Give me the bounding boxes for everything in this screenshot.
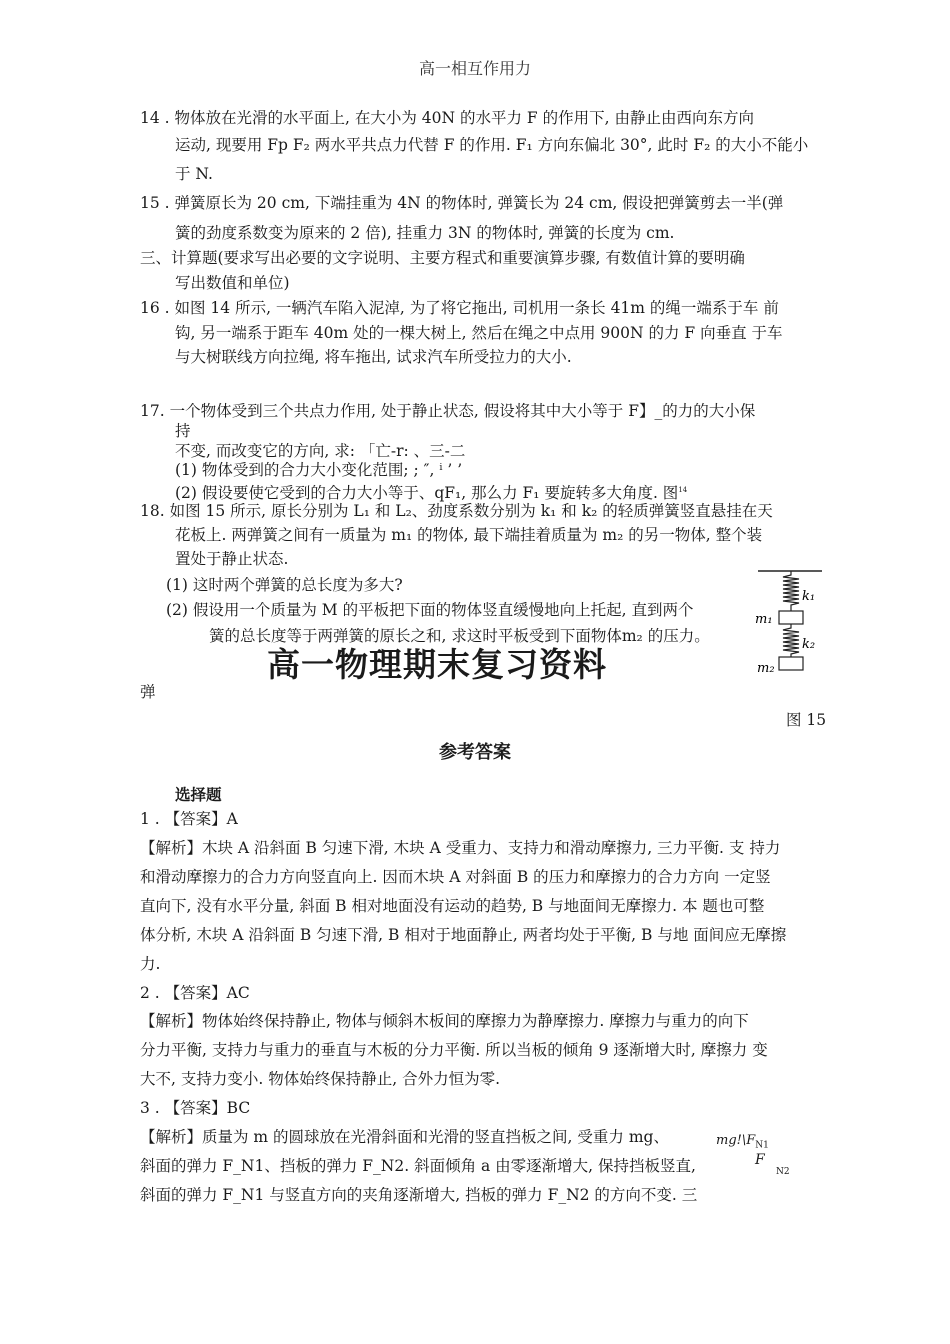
q16-line-2: 钩, 另一端系于距车 40m 处的一棵大树上, 然后在绳之中点用 900N 的力 F 向垂直 于车 <box>175 324 783 342</box>
mass-m2-block <box>779 657 803 670</box>
answer-1-line-4: 体分析, 木块 A 沿斜面 B 匀速下滑, B 相对于地面静止, 两者均处于平衡, B 与地 面间应无摩擦 <box>140 926 787 944</box>
section-3-heading-cont: 写出数值和单位) <box>175 274 290 292</box>
q18-line-3: 置处于静止状态. <box>175 550 289 568</box>
q18-part-2-cont: 簧的总长度等于两弹簧的原长之和, 求这时平板受到下面物体m₂ 的压力。 <box>209 627 710 645</box>
answer-3-head: 3 . 【答案】BC <box>140 1099 251 1117</box>
side-label-mg-fn1-text: mg!\F <box>716 1133 756 1148</box>
q16-line-3: 与大树联线方向拉绳, 将车拖出, 试求汽车所受拉力的大小. <box>175 348 572 366</box>
label-k2: k₂ <box>802 637 816 652</box>
q16-line-1: 16 . 如图 14 所示, 一辆汽车陷入泥淖, 为了将它拖出, 司机用一条长 41m 的绳一端系于车 前 <box>140 299 779 317</box>
spring-figure <box>750 560 830 685</box>
q14-line-2: 运动, 现要用 Fp F₂ 两水平共点力代替 F 的作用. F₁ 方向东偏北 30°, 此时 F₂ 的大小不能小 <box>175 136 809 154</box>
q17-line-2: 持 <box>175 422 191 440</box>
answer-1-line-5: 力. <box>140 955 161 973</box>
answer-2-line-2: 分力平衡, 支持力与重力的垂直与木板的分力平衡. 所以当板的倾角 9 逐渐增大时, 摩擦力 变 <box>140 1041 768 1059</box>
answer-2-head: 2 . 【答案】AC <box>140 984 250 1002</box>
q17-line-5-text: (2) 假设要使它受到的合力大小等于、qF₁, 那么力 F₁ 要旋转多大角度. 图 <box>175 484 679 503</box>
answer-1-line-1: 【解析】木块 A 沿斜面 B 匀速下滑, 木块 A 受重力、支持力和滑动摩擦力, 三力平衡. 支 持力 <box>140 839 781 857</box>
side-label-n1-sub: N1 <box>755 1140 769 1151</box>
page-header: 高一相互作用力 <box>418 59 531 78</box>
q18-part-2-fragment: 弹 <box>140 683 156 701</box>
answer-3-line-2: 斜面的弹力 F_N1、挡板的弹力 F_N2. 斜面倾角 a 由零逐渐增大, 保持挡板竖直, <box>140 1157 696 1175</box>
spring-k1 <box>783 571 799 611</box>
q17-line-3: 不变, 而改变它的方向, 求: 「亡-r: 、三-二 <box>175 442 466 460</box>
answers-title: 参考答案 <box>439 742 511 763</box>
spring-k2 <box>783 624 799 657</box>
section-3-heading: 三、计算题(要求写出必要的文字说明、主要方程式和重要演算步骤, 有数值计算的要明确 <box>140 249 745 267</box>
q17-line-4: (1) 物体受到的合力大小变化范围; ; ″, ⁱ ’ ’ <box>175 461 463 479</box>
side-label-f: F <box>755 1152 765 1168</box>
answer-3-line-3: 斜面的弹力 F_N1 与竖直方向的夹角逐渐增大, 挡板的弹力 F_N2 的方向不变. 三 <box>140 1186 698 1204</box>
q18-part-2: (2) 假设用一个质量为 M 的平板把下面的物体竖直缓慢地向上托起, 直到两个 <box>166 601 694 619</box>
label-m2: m₂ <box>757 661 775 676</box>
label-m1: m₁ <box>755 612 773 627</box>
q14-line-1: 14 . 物体放在光滑的水平面上, 在大小为 40N 的水平力 F 的作用下, 由静止由西向东方向 <box>140 109 754 127</box>
answers-section-choice: 选择题 <box>175 785 222 804</box>
mass-m1-block <box>779 611 803 624</box>
answer-3-line-1: 【解析】质量为 m 的圆球放在光滑斜面和光滑的竖直挡板之间, 受重力 mg、 <box>140 1128 669 1146</box>
q17-figure-ref: 14 <box>678 486 688 494</box>
overlay-title: 高一物理期末复习资料 <box>267 645 607 684</box>
q18-part-1: (1) 这时两个弹簧的总长度为多大? <box>166 576 403 594</box>
answer-2-line-1: 【解析】物体始终保持静止, 物体与倾斜木板间的摩擦力为静摩擦力. 摩擦力与重力的向下 <box>140 1012 749 1030</box>
answer-1-line-3: 直向下, 没有水平分量, 斜面 B 相对地面没有运动的趋势, B 与地面间无摩擦力. 本 题也可整 <box>140 897 765 915</box>
label-k1: k₁ <box>802 589 816 604</box>
q15-line-1: 15 . 弹簧原长为 20 cm, 下端挂重为 4N 的物体时, 弹簧长为 24 cm, 假设把弹簧剪去一半(弹 <box>140 194 784 212</box>
q18-line-1: 18. 如图 15 所示, 原长分别为 L₁ 和 L₂、劲度系数分别为 k₁ 和 k₂ 的轻质弹簧竖直悬挂在天 <box>140 502 773 520</box>
q14-line-3: 于 N. <box>175 165 213 183</box>
answer-2-line-3: 大不, 支持力变小. 物体始终保持静止, 合外力恒为零. <box>140 1070 500 1088</box>
q17-line-1: 17. 一个物体受到三个共点力作用, 处于静止状态, 假设将其中大小等于 F】_的力的大小保 <box>140 402 756 420</box>
side-label-mg-fn1 <box>716 1133 769 1151</box>
side-label-n2-sub: N2 <box>776 1167 790 1177</box>
figure-15-caption: 图 15 <box>786 711 827 729</box>
answer-1-head: 1 . 【答案】A <box>140 810 238 828</box>
q15-line-2: 簧的劲度系数变为原来的 2 倍), 挂重力 3N 的物体时, 弹簧的长度为 cm. <box>175 224 675 242</box>
q18-line-2: 花板上. 两弹簧之间有一质量为 m₁ 的物体, 最下端挂着质量为 m₂ 的另一物体, 整个装 <box>175 526 763 544</box>
answer-1-line-2: 和滑动摩擦力的合力方向竖直向上. 因而木块 A 对斜面 B 的压力和摩擦力的合力方向 一定竖 <box>140 868 771 886</box>
